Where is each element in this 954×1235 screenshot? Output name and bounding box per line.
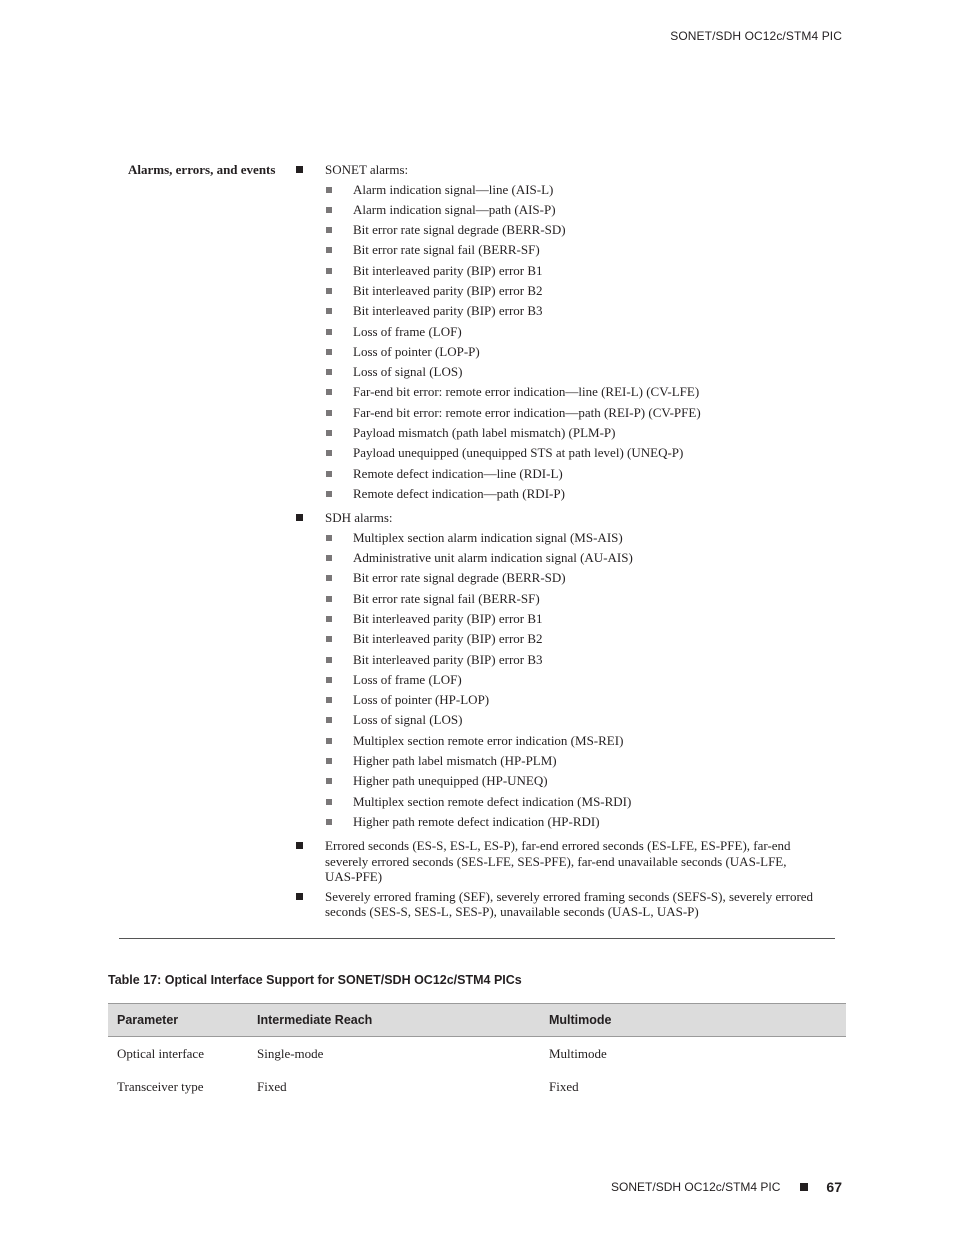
list-item-text: Errored seconds (ES-S, ES-L, ES-P), far-end errored seconds (ES-LFE, ES-PFE), far-end severely errored seconds (SES-LFE, SES-PFE), far-end unavailable seconds (UAS-LFE, UAS-PFE) [325,838,791,885]
square-bullet-icon [326,555,332,561]
sub-list-item-text: Bit interleaved parity (BIP) error B3 [353,651,543,667]
column-header-multimode: Multimode [540,1004,846,1037]
square-bullet-icon [326,596,332,602]
sub-list-item [325,443,816,463]
footer-title: SONET/SDH OC12c/STM4 PIC [611,1180,781,1194]
sub-list-item [325,690,816,710]
list-item-text: SONET alarms: [325,162,409,177]
square-bullet-icon [326,616,332,622]
sub-list-item-text: Payload unequipped (unequipped STS at path level) (UNEQ-P) [353,445,684,461]
sub-list-item [325,771,816,791]
table-cell: Single-mode [257,1045,324,1061]
page-number: 67 [826,1179,842,1195]
square-bullet-icon [326,430,332,436]
sub-list-item-text: Bit interleaved parity (BIP) error B1 [353,610,543,626]
square-bullet-icon [326,819,332,825]
square-bullet-icon [296,893,303,900]
sub-list-item-text: Loss of frame (LOF) [353,323,462,339]
sub-list-item-text: Far-end bit error: remote error indication—path (REI-P) (CV-PFE) [353,404,701,420]
sub-list-item-text: Loss of frame (LOF) [353,671,462,687]
square-bullet-icon [326,308,332,314]
sub-list-item [325,423,816,443]
sub-list-item [325,301,816,321]
sub-list-item-text: Bit error rate signal fail (BERR-SF) [353,242,540,258]
square-bullet-icon [326,657,332,663]
square-bullet-icon [326,247,332,253]
sub-list-item-text: Multiplex section remote defect indication (MS-RDI) [353,793,632,809]
square-bullet-icon [326,471,332,477]
table-cell: Fixed [549,1078,579,1094]
square-bullet-icon [296,842,303,849]
list-item [296,889,816,920]
square-bullet-icon [326,349,332,355]
list-item [296,162,816,504]
sub-list-item [325,589,816,609]
sub-list-item-text: Alarm indication signal—path (AIS-P) [353,201,556,217]
square-bullet-icon [326,227,332,233]
sub-list-item [325,281,816,301]
sub-list-item [325,568,816,588]
sub-list-item [325,792,816,812]
sub-list-item-text: Alarm indication signal—line (AIS-L) [353,181,554,197]
sub-list [325,180,816,505]
square-bullet-icon [326,389,332,395]
square-bullet-icon [326,450,332,456]
square-bullet-icon [326,369,332,375]
table-caption: Table 17: Optical Interface Support for SONET/SDH OC12c/STM4 PICs [108,973,522,987]
row-label: Alarms, errors, and events [128,162,276,177]
column-header-intermediate-reach: Intermediate Reach [248,1004,540,1037]
sub-list-item [325,609,816,629]
square-bullet-icon [326,738,332,744]
sub-list-item [325,812,816,832]
sub-list-item-text: Multiplex section remote error indication (MS-REI) [353,732,624,748]
list-item [296,510,816,832]
sub-list-item-text: Loss of signal (LOS) [353,364,463,380]
square-bullet-icon [326,410,332,416]
square-bullet-icon [326,207,332,213]
table-cell: Multimode [549,1045,607,1061]
sub-list-item [325,751,816,771]
sub-list-item-text: Higher path label mismatch (HP-PLM) [353,753,557,769]
square-bullet-icon [326,799,332,805]
sub-list-item [325,261,816,281]
sub-list-item [325,240,816,260]
sub-list-item-text: Bit error rate signal fail (BERR-SF) [353,590,540,606]
sub-list-item [325,670,816,690]
sub-list-item-text: Bit interleaved parity (BIP) error B1 [353,262,543,278]
sub-list-item-text: Multiplex section alarm indication signal (MS-AIS) [353,529,623,545]
square-bullet-icon [326,677,332,683]
sub-list-item-text: Bit interleaved parity (BIP) error B3 [353,303,543,319]
sub-list-item-text: Bit error rate signal degrade (BERR-SD) [353,222,566,238]
sub-list-item [325,731,816,751]
list-item [296,838,816,885]
sub-list-item [325,362,816,382]
sub-list-item [325,548,816,568]
sub-list-item [325,382,816,402]
sub-list-item-text: Higher path unequipped (HP-UNEQ) [353,773,548,789]
table-header-row [108,1004,846,1037]
sub-list-item [325,403,816,423]
sub-list-item-text: Remote defect indication—path (RDI-P) [353,485,565,501]
square-bullet-icon [326,717,332,723]
table-cell: Fixed [257,1078,287,1094]
sub-list-item-text: Bit error rate signal degrade (BERR-SD) [353,570,566,586]
square-bullet-icon [326,758,332,764]
square-bullet-icon [326,288,332,294]
sub-list-item [325,528,816,548]
table-row [108,1037,846,1071]
sub-list-item [325,220,816,240]
table-cell: Optical interface [117,1045,204,1061]
sub-list-item [325,342,816,362]
square-bullet-icon [326,491,332,497]
square-bullet-icon [296,166,303,173]
sub-list-item-text: Higher path remote defect indication (HP-RDI) [353,813,600,829]
square-bullet-icon [800,1183,808,1191]
square-bullet-icon [326,575,332,581]
list-item-text: SDH alarms: [325,510,393,526]
sub-list-item [325,464,816,484]
alarms-content [296,162,816,924]
sub-list-item-text: Far-end bit error: remote error indication—line (REI-L) (CV-LFE) [353,384,700,400]
square-bullet-icon [326,778,332,784]
square-bullet-icon [326,535,332,541]
square-bullet-icon [296,514,303,521]
sub-list-item-text: Loss of pointer (LOP-P) [353,343,480,359]
sub-list-item [325,180,816,200]
sub-list-item [325,710,816,730]
table-cell: Transceiver type [117,1078,204,1094]
table-row [108,1070,846,1103]
list-item-text: Severely errored framing (SEF), severely errored framing seconds (SEFS-S), severely errored seconds (SES-S, SES-L, SES-P), unavailable seconds (UAS-L, UAS-P) [325,888,814,920]
square-bullet-icon [326,268,332,274]
sub-list-item-text: Bit interleaved parity (BIP) error B2 [353,282,543,298]
sub-list-item-text: Bit interleaved parity (BIP) error B2 [353,631,543,647]
section-divider [119,938,835,939]
sub-list-item-text: Loss of pointer (HP-LOP) [353,692,490,708]
page-footer [611,1179,842,1195]
sub-list-item [325,322,816,342]
sub-list-item-text: Loss of signal (LOS) [353,712,463,728]
square-bullet-icon [326,329,332,335]
square-bullet-icon [326,187,332,193]
sub-list-item [325,484,816,504]
sub-list-item-text: Remote defect indication—line (RDI-L) [353,465,563,481]
sub-list-item [325,650,816,670]
sub-list-item-text: Payload mismatch (path label mismatch) (PLM-P) [353,425,616,441]
sub-list [325,528,816,832]
square-bullet-icon [326,697,332,703]
optical-interface-table [108,1003,846,1103]
sub-list-item [325,629,816,649]
running-header: SONET/SDH OC12c/STM4 PIC [670,29,842,43]
alarms-list [296,162,816,920]
sub-list-item-text: Administrative unit alarm indication signal (AU-AIS) [353,550,633,566]
column-header-parameter: Parameter [108,1004,248,1037]
sub-list-item [325,200,816,220]
square-bullet-icon [326,636,332,642]
